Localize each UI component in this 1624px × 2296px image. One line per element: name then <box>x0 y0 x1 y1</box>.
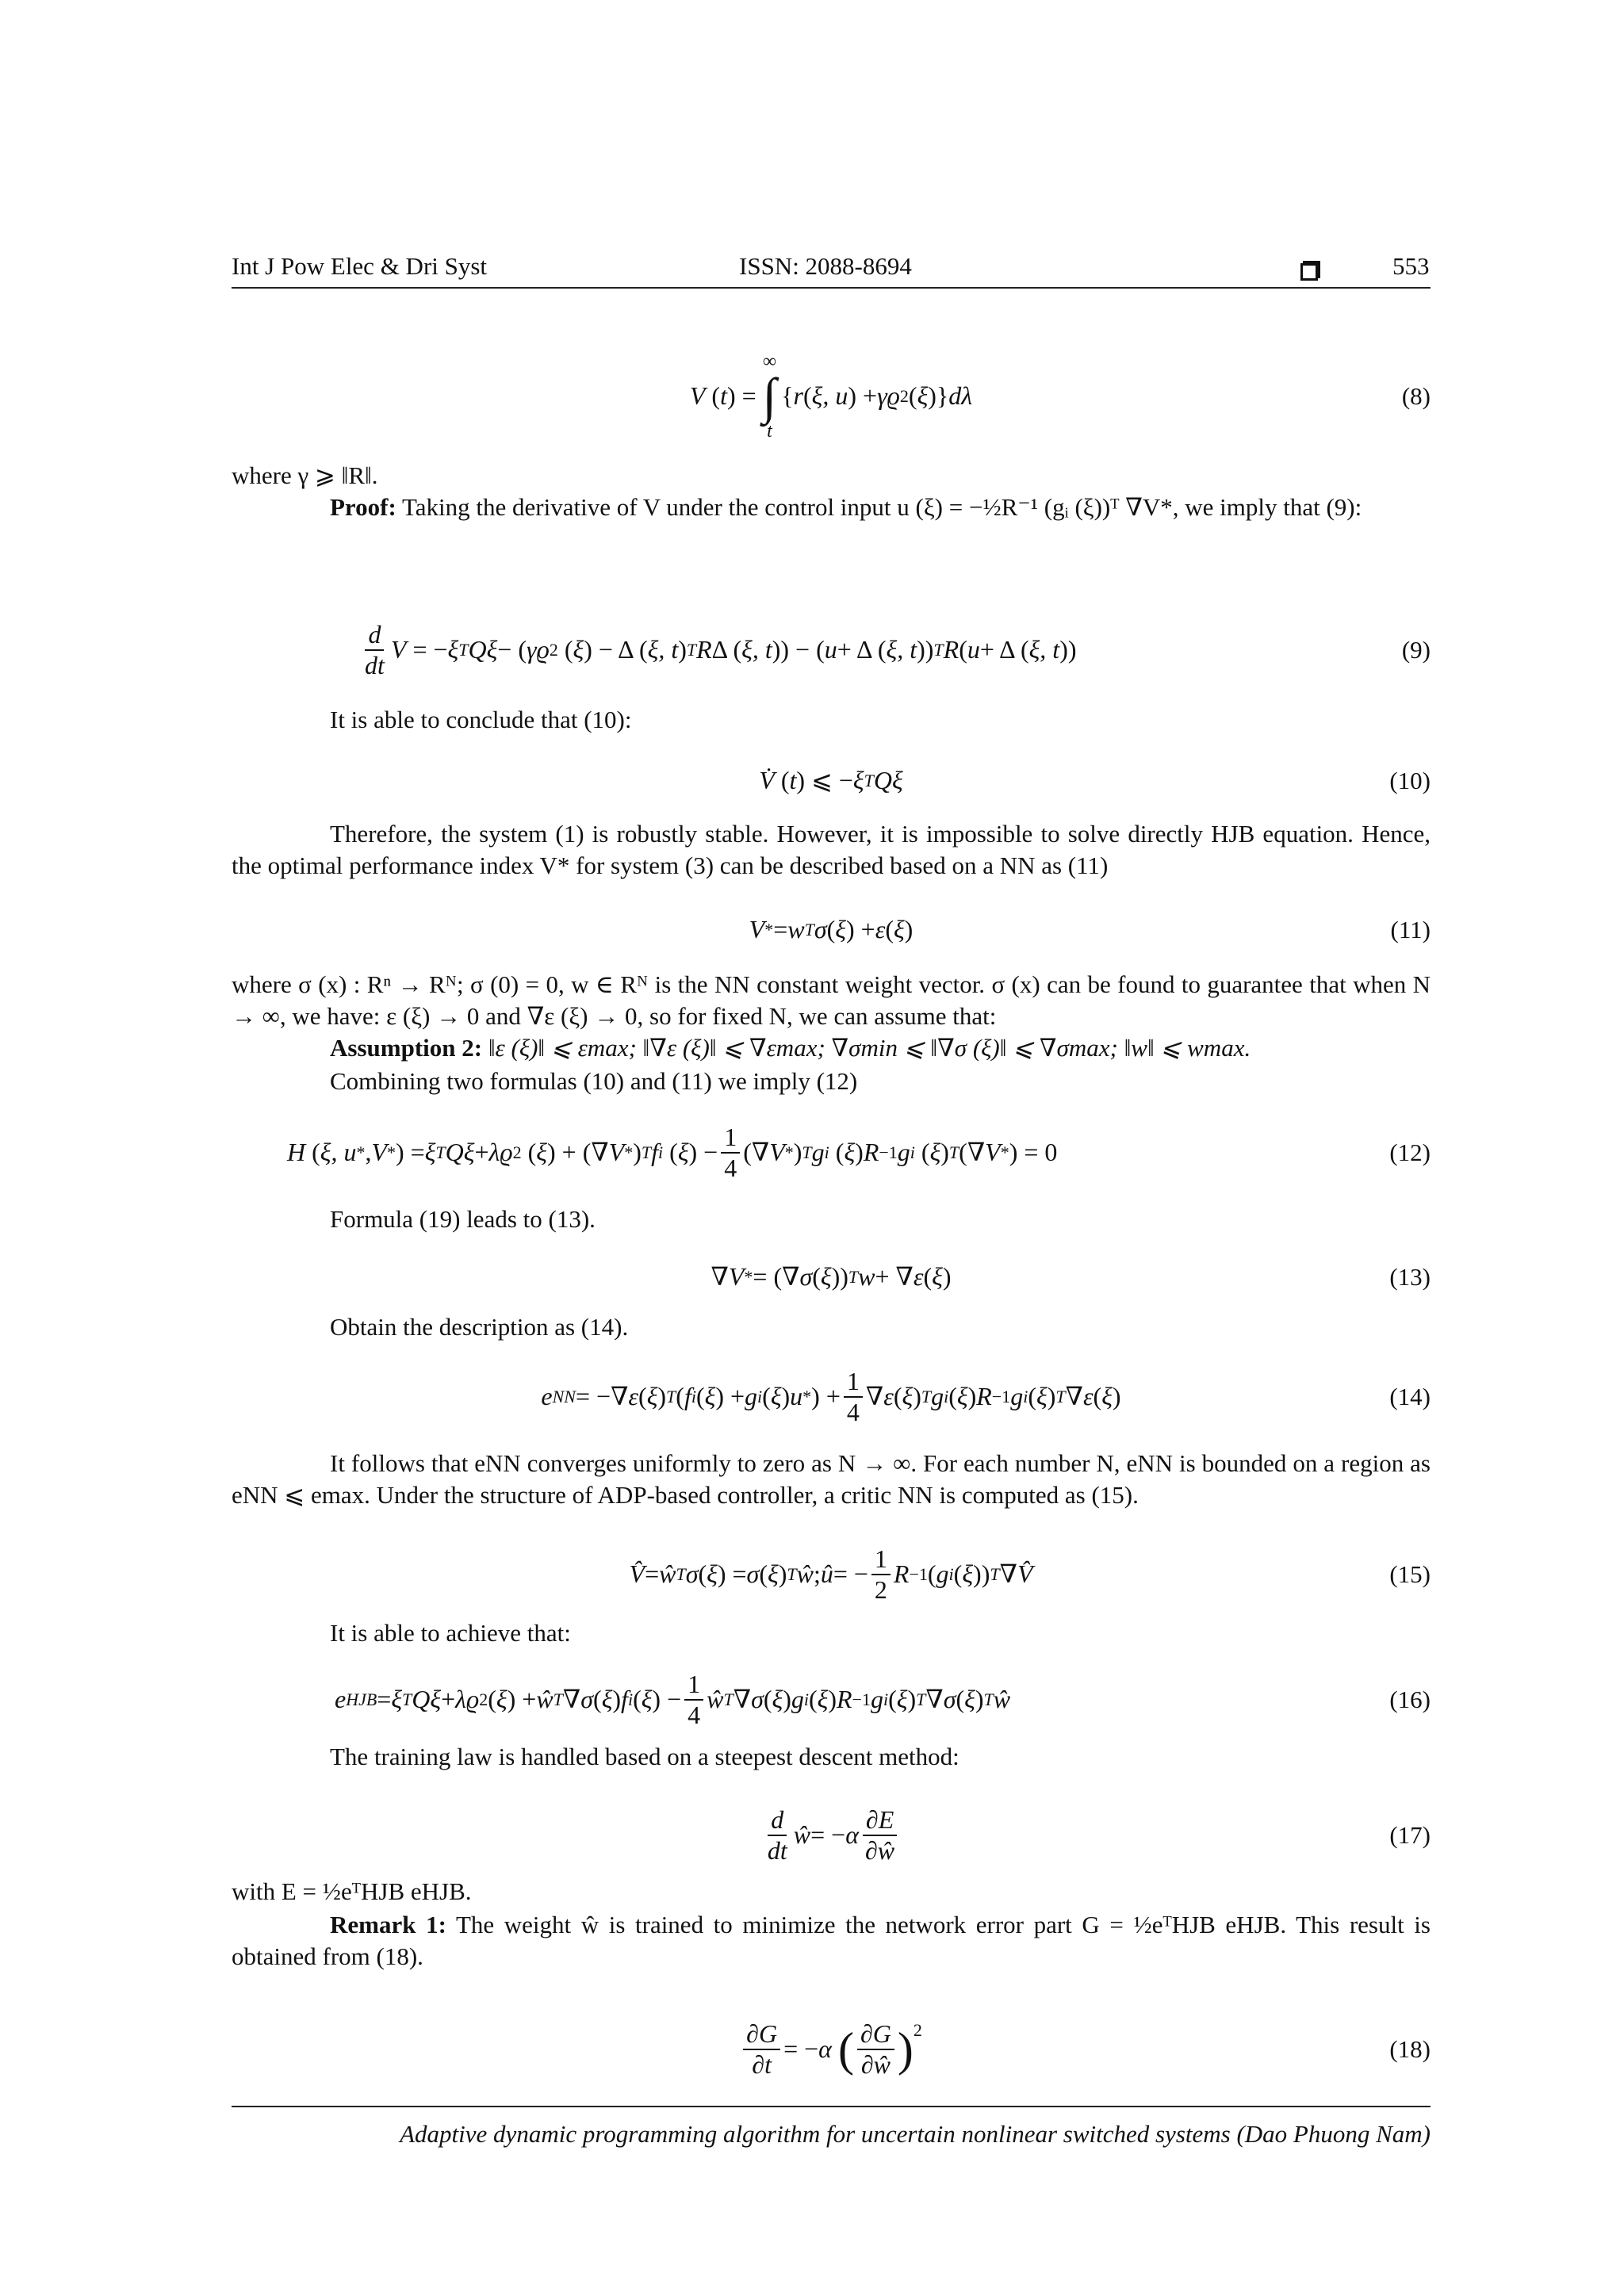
equation-13: ∇ V * = (∇ σ ( ξ )) T w + ∇ ε ( ξ ) (13) <box>232 1242 1431 1313</box>
remark-paragraph <box>232 1909 1431 1973</box>
equation-11: V * = w T σ ( ξ ) + ε ( ξ ) (11) <box>232 894 1431 966</box>
combining-text: Combining two formulas (10) and (11) we imply (12) <box>330 1067 858 1095</box>
equation-number: (13) <box>1389 1262 1431 1291</box>
equation-number: (15) <box>1389 1559 1431 1588</box>
with-e-text: with E = ½eᵀHJB eHJB. <box>232 1877 472 1905</box>
assumption-line <box>330 1032 1431 1064</box>
assumption-label: Assumption 2: <box>330 1034 483 1062</box>
equation-9: $\frac{d}{dt}$ V = − ξ T Qξ − ( γϱ 2 ( ξ ) − Δ ( ξ, t ) T R Δ ( ξ, t )) − ( u + Δ ( ξ, t )) T R ( u + Δ ( ξ, t )) (9) <box>365 620 1431 679</box>
equation-number: (18) <box>1389 2034 1431 2063</box>
equation-16: e HJB = ξ T Qξ + λϱ 2 ( ξ ) + ŵ T ∇ σ ( ξ ) f i ( ξ ) − $\frac{1}{4}$ ŵ T ∇ σ ( ξ ) g i ( ξ ) R −1 g i ( ξ ) T ∇ σ ( ξ ) T ŵ (16) <box>335 1670 1431 1729</box>
follows-paragraph: It follows that eNN converges uniformly to zero as N → ∞. For each number N, eNN is bounded on a region as eNN ⩽ emax. Under the structure of ADP-based controller, a critic NN is computed as (15). <box>232 1449 1431 1510</box>
equation-number: (12) <box>1389 1138 1431 1166</box>
training-text: The training law is handled based on a steepest descent method: <box>330 1743 959 1770</box>
equation-10: V̇ ( t ) ⩽ − ξ T Qξ (10) <box>232 745 1431 817</box>
equation-number: (16) <box>1389 1685 1431 1713</box>
proof-paragraph <box>232 492 1431 523</box>
equation-number: (14) <box>1389 1382 1431 1410</box>
journal-name: Int J Pow Elec & Dri Syst <box>232 252 488 280</box>
proof-label: Proof: <box>330 493 396 521</box>
running-title: Adaptive dynamic programming algorithm for uncertain nonlinear switched systems (Dao Phuong Nam) <box>400 2120 1431 2148</box>
where-gamma-text: where γ ⩾ ‖R‖. <box>232 461 378 489</box>
footer-rule <box>232 2106 1431 2107</box>
conclude-text: It is able to conclude that (10): <box>330 706 632 733</box>
equation-number: (11) <box>1390 915 1431 943</box>
header-rule <box>232 287 1431 289</box>
therefore-paragraph: Therefore, the system (1) is robustly stable. However, it is impossible to solve directly HJB equation. Hence, the optimal performance index V* for system (3) can be described based on a NN as (11) <box>232 820 1431 880</box>
box-icon <box>1300 257 1318 289</box>
remark-label: Remark 1: <box>330 1911 446 1938</box>
equation-number: (10) <box>1389 766 1431 794</box>
equation-18: $\frac{\partial G}{\partial t}$ = − α ( $\frac{\partial G}{\partial ŵ}$ ) $^2$ (18) <box>232 1998 1431 2101</box>
equation-number: (8) <box>1401 381 1431 410</box>
where-sigma-paragraph: where σ (x) : Rⁿ → Rᴺ; σ (0) = 0, w ∈ Rᴺ is the NN constant weight vector. σ (x) can be found to guarantee that when N → ∞, we have: ε (ξ) → 0 and ∇ε (ξ) → 0, so for fixed N, we can assume that: <box>232 970 1431 1031</box>
equation-15: V̂ = ŵ T σ ( ξ ) = σ ( ξ ) T ŵ ; û = − $\frac{1}{2}$ R −1 ( g i ( ξ )) T ∇ V̂ (15) <box>629 1544 1431 1604</box>
remark-text: The weight ŵ is trained to minimize the network error part G = ½eᵀHJB eHJB. This result is obtained from (18). <box>232 1911 1431 1971</box>
equation-14: e NN = −∇ ε ( ξ ) T ( f i ( ξ ) + g i ( ξ ) u * ) + $\frac{1}{4}$ ∇ ε ( ξ ) T g i ( ξ ) R −1 g i ( ξ ) T ∇ ε ( ξ ) (14) <box>541 1367 1431 1426</box>
equation-17: $\frac{d}{dt}$ ŵ = − α $\frac{\partial E}{\partial ŵ}$ (17) <box>767 1805 1431 1865</box>
page-number: 553 <box>1392 252 1430 280</box>
assumption-text: ‖ε (ξ)‖ ⩽ εmax; ‖∇ε (ξ)‖ ⩽ ∇εmax; ∇σmin ⩽ ‖∇σ (ξ)‖ ⩽ ∇σmax; ‖w‖ ⩽ wmax. <box>488 1034 1251 1062</box>
achieve-text: It is able to achieve that: <box>330 1619 571 1647</box>
equation-8: V ( t ) = ∞ ∫ t { r ( ξ, u ) + γϱ 2 ( ξ )} dλ (8) <box>689 351 1431 442</box>
obtain-text: Obtain the description as (14). <box>330 1313 629 1341</box>
equation-number: (9) <box>1401 635 1431 664</box>
proof-text: Taking the derivative of V under the control input u (ξ) = −½R⁻¹ (gᵢ (ξ))ᵀ ∇V*, we imply that (9): <box>402 493 1362 521</box>
equation-12: H ( ξ, u * , V * ) = ξ T Qξ + λϱ 2 ( ξ ) + (∇ V * ) T f i ( ξ ) − $\frac{1}{4}$ (∇ V * ) T g i ( ξ ) R −1 g i ( ξ ) T (∇ V * ) = 0 (12) <box>287 1123 1431 1182</box>
equation-number: (17) <box>1389 1820 1431 1849</box>
issn: ISSN: 2088-8694 <box>739 252 912 280</box>
formula19-text: Formula (19) leads to (13). <box>330 1205 596 1233</box>
